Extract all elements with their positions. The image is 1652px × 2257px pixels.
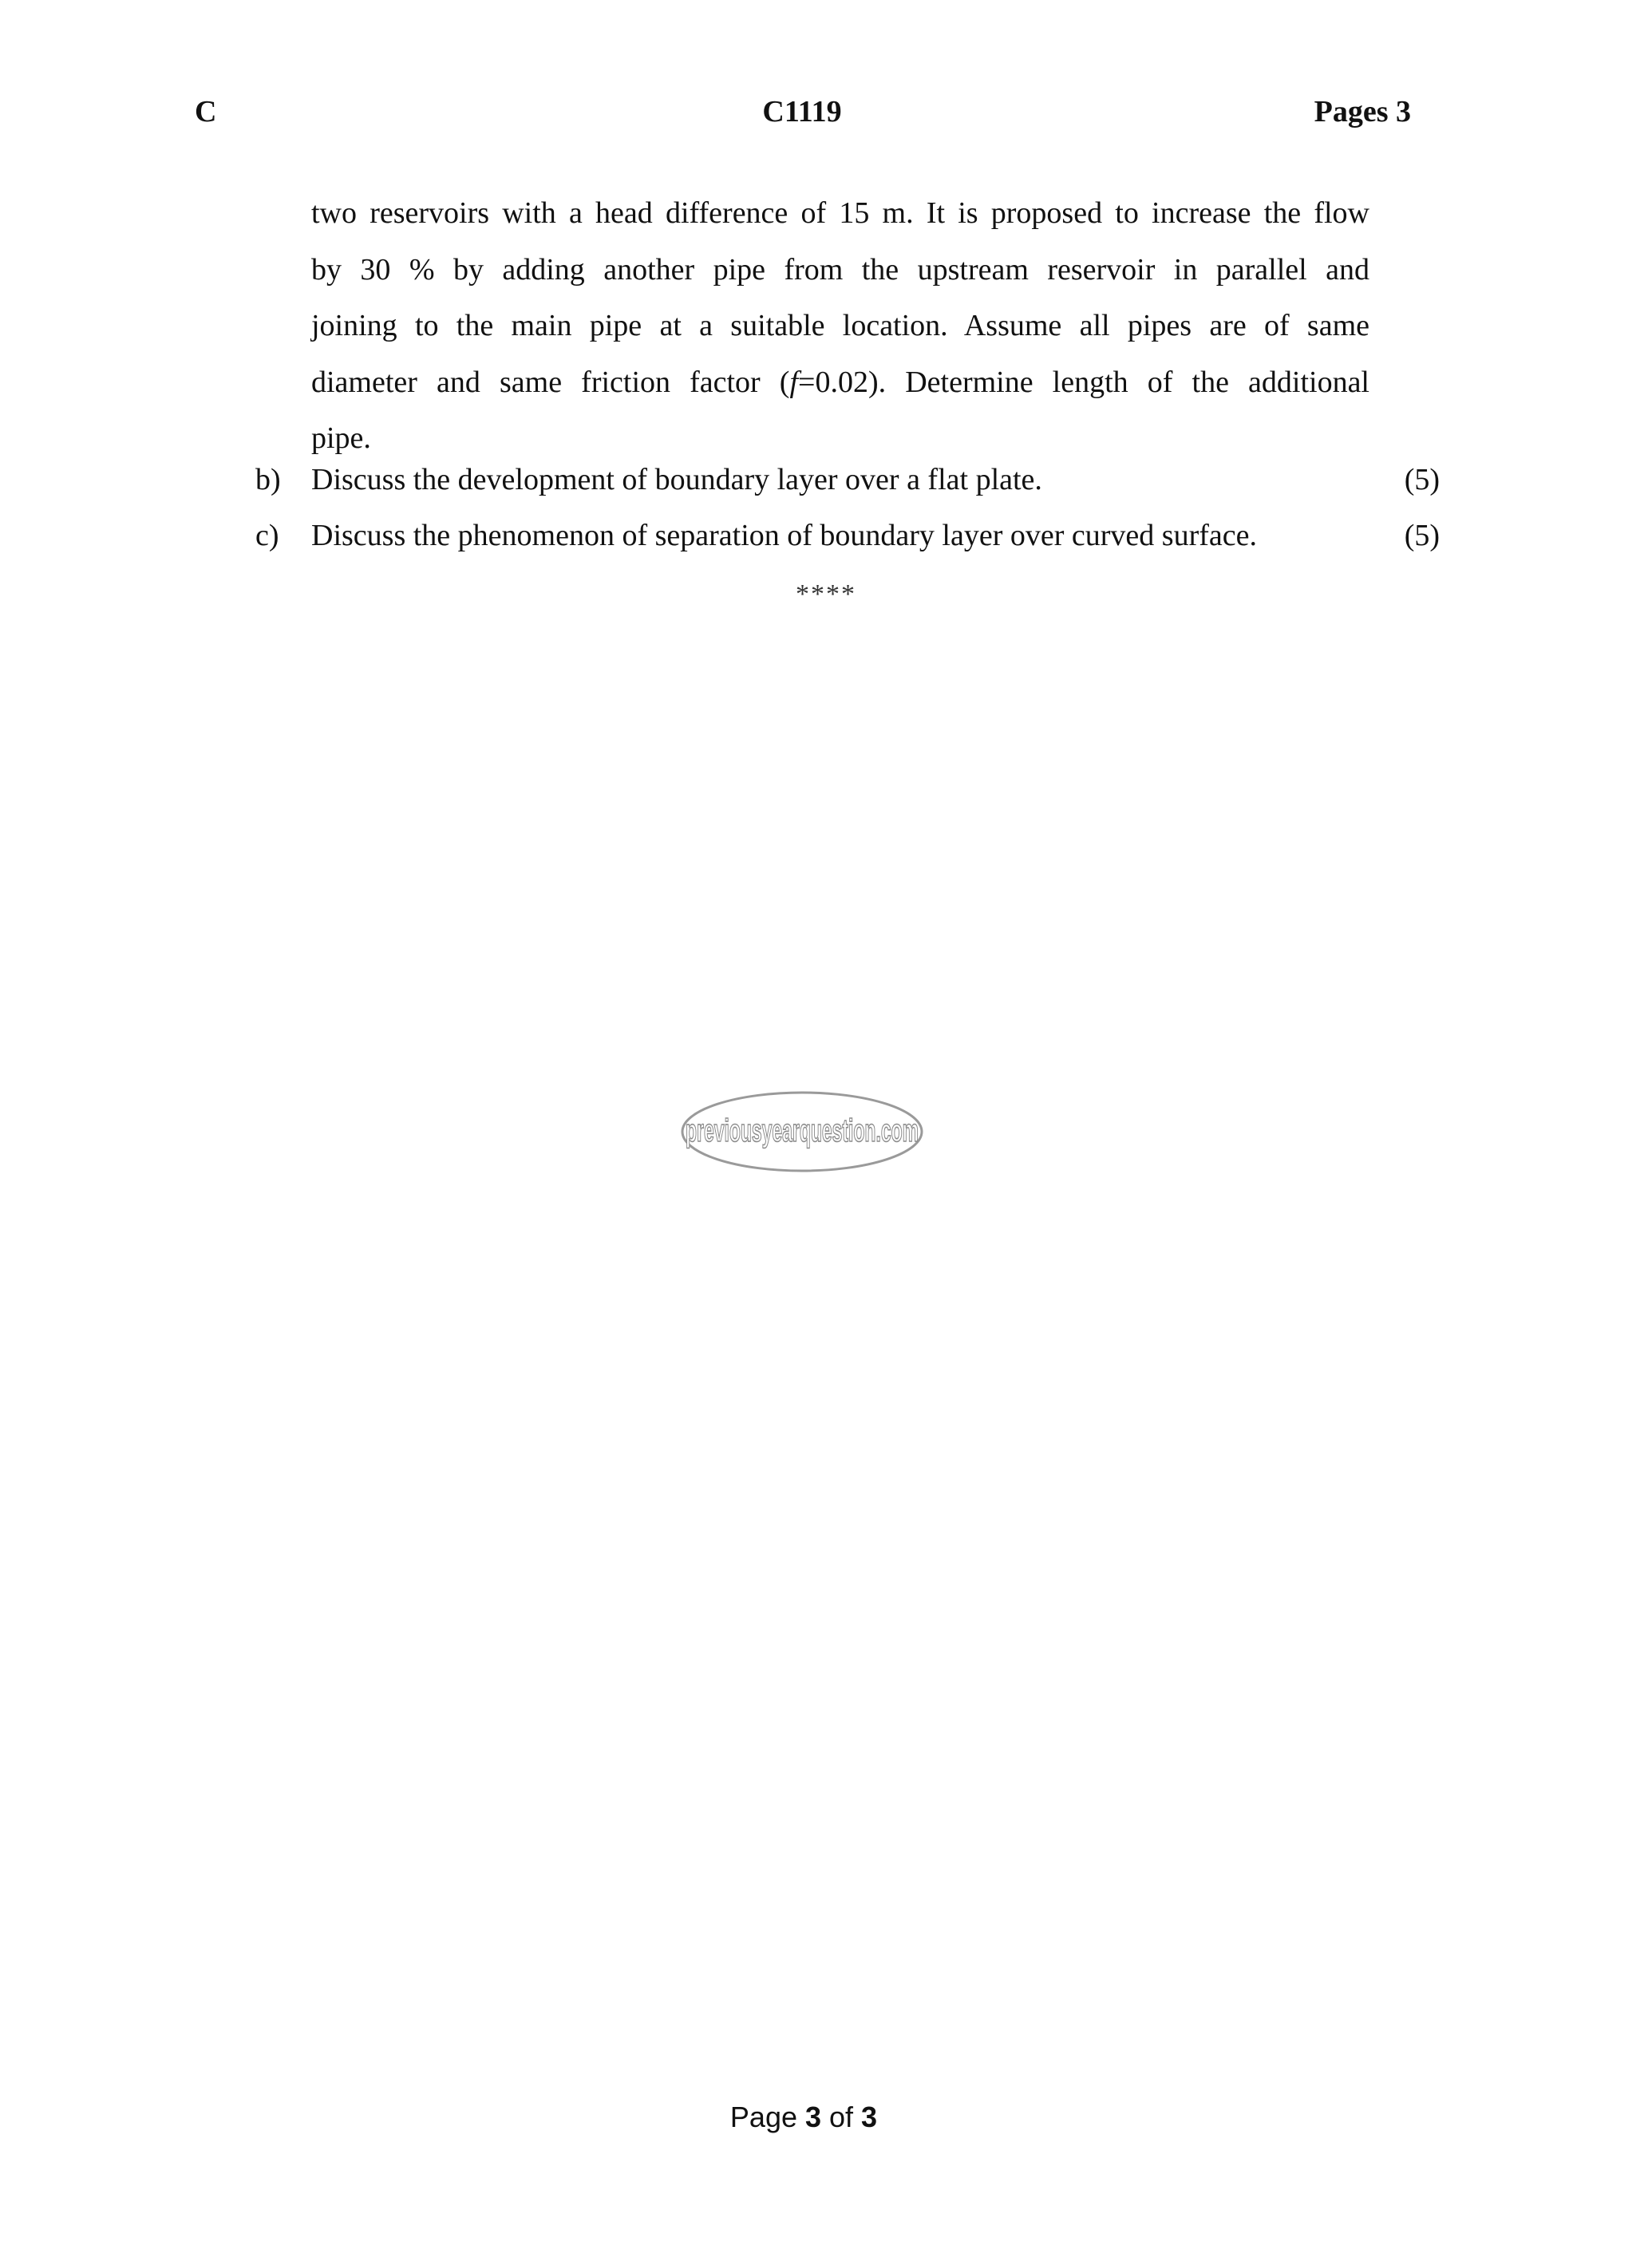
footer-prefix: Page [729,2101,805,2133]
footer-middle: of [821,2101,862,2133]
question-line-friction [311,354,1369,411]
sub-question-b [0,452,1596,508]
series-code: C [195,95,217,128]
page-count: Pages 3 [1314,95,1411,128]
page-footer [0,2101,1607,2134]
question-line: joining to the main pipe at a suitable location. Assume all pipes are of same [311,309,1369,342]
sub-question-label: b) [255,463,281,496]
friction-value: =0.02). Determine length of the additional [798,365,1369,399]
sub-question-marks: (5) [1404,463,1440,496]
watermark-text: previousyearquestion.com [686,1113,919,1148]
sub-question-marks: (5) [1404,519,1440,552]
friction-symbol: f [789,365,799,399]
page-header [0,94,1596,142]
question-line-text: diameter and same friction factor ( [311,365,790,399]
watermark-logo [680,1090,924,1173]
question-a-continued [311,185,1369,467]
question-line: by 30 % by adding another pipe from the upstream reservoir in parallel and [311,252,1369,287]
end-of-paper-mark: **** [796,579,856,609]
sub-question-c [0,508,1596,563]
question-line: pipe. [311,421,371,455]
footer-total-pages: 3 [861,2101,878,2133]
footer-current-page: 3 [804,2101,822,2133]
question-line: two reservoirs with a head difference of 15 m. It is proposed to increase the flow [311,196,1369,230]
sub-question-text: Discuss the phenomenon of separation of boundary layer over curved surface. [311,519,1257,552]
sub-question-text: Discuss the development of boundary layer over a flat plate. [311,463,1042,496]
sub-question-label: c) [255,519,279,552]
paper-code: C1119 [762,95,842,128]
